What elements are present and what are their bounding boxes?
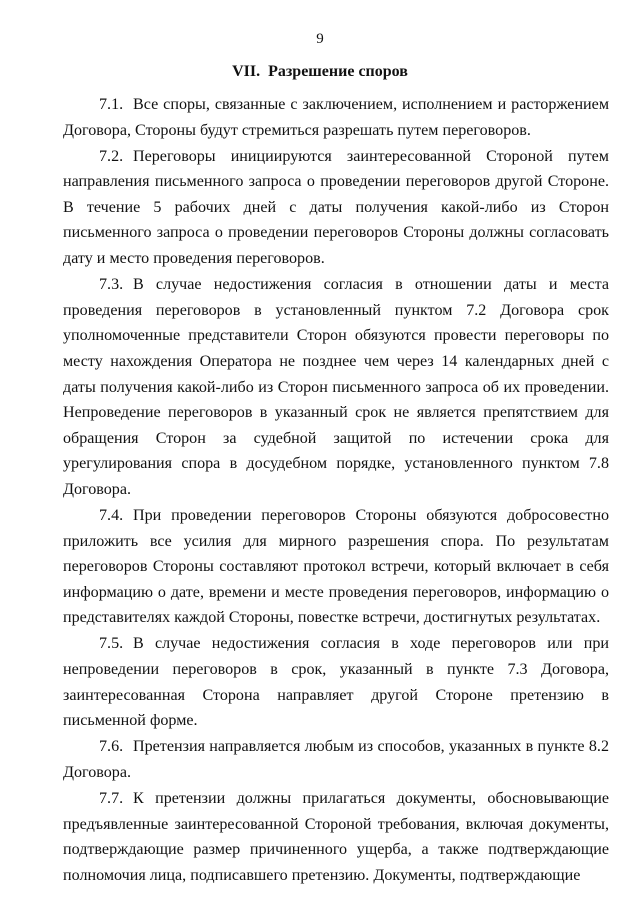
section-title: Разрешение споров (268, 63, 408, 80)
clause-text: В случае недостижения согласия в ходе переговоров или при непроведении переговоров в срок, указанный в пункте 7.3 Договора, заинтересованная Сторона направляет другой Стороне претензию в письменной форме. (63, 635, 609, 730)
clause-number: 7.2. (99, 147, 124, 165)
section-number: VII. (232, 63, 261, 80)
clause-7-3 (63, 272, 609, 502)
clause-7-2 (63, 144, 609, 272)
clause-7-7 (63, 786, 609, 888)
clause-text: Претензия направляется любым из способов, указанных в пункте 8.2 Договора. (63, 738, 609, 781)
clause-number: 7.6. (99, 738, 124, 756)
clause-text: Переговоры инициируются заинтересованной Стороной путем направления письменного запроса о проведении переговоров другой Стороне. В течение 5 рабочих дней с даты получения какой-либо из Сторон письменного запроса о проведении переговоров Стороны должны согласовать дату и место проведения переговоров. (63, 147, 609, 268)
section-heading (0, 63, 640, 81)
clause-7-5 (63, 631, 609, 733)
clause-number: 7.5. (99, 635, 124, 653)
clause-7-1 (63, 92, 609, 143)
clause-number: 7.1. (99, 96, 124, 113)
clause-text: При проведении переговоров Стороны обязуются добросовестно приложить все усилия для мирного разрешения спора. По результатам переговоров Стороны составляют протокол встречи, который включает в себя информацию о дате, времени и месте проведения переговоров, информацию о представителях каждой Стороны, повестке встречи, достигнутых результатах. (63, 507, 609, 627)
clause-text: Все споры, связанные с заключением, исполнением и расторжением Договора, Стороны будут стремиться разрешать путем переговоров. (63, 96, 609, 139)
clause-text: В случае недостижения согласия в отношении даты и места проведения переговоров в установленный пунктом 7.2 Договора срок уполномоченные представители Сторон обязуются провести переговоры по месту нахождения Оператора не позднее чем через 14 календарных дней с даты получения какой-либо из Сторон письменного запроса об их проведении. Непроведение переговоров в указанный срок не является препятствием для обращения Сторон за судебной защитой по истечении срока для урегулирования спора в досудебном порядке, установленного пунктом 7.8 Договора. (63, 276, 609, 498)
clause-7-4 (63, 503, 609, 631)
clause-number: 7.4. (99, 507, 124, 524)
clause-7-6 (63, 734, 609, 785)
clause-number: 7.7. (99, 790, 124, 808)
clause-number: 7.3. (99, 276, 124, 294)
document-body (63, 92, 609, 889)
page-number: 9 (316, 31, 324, 47)
clause-text: К претензии должны прилагаться документы, обосновывающие предъявленные заинтересованной Стороной требования, включая документы, подтверждающие размер причиненного ущерба, а также подтверждающие полномочия лица, подписавшего претензию. Документы, подтверждающие (63, 790, 609, 884)
